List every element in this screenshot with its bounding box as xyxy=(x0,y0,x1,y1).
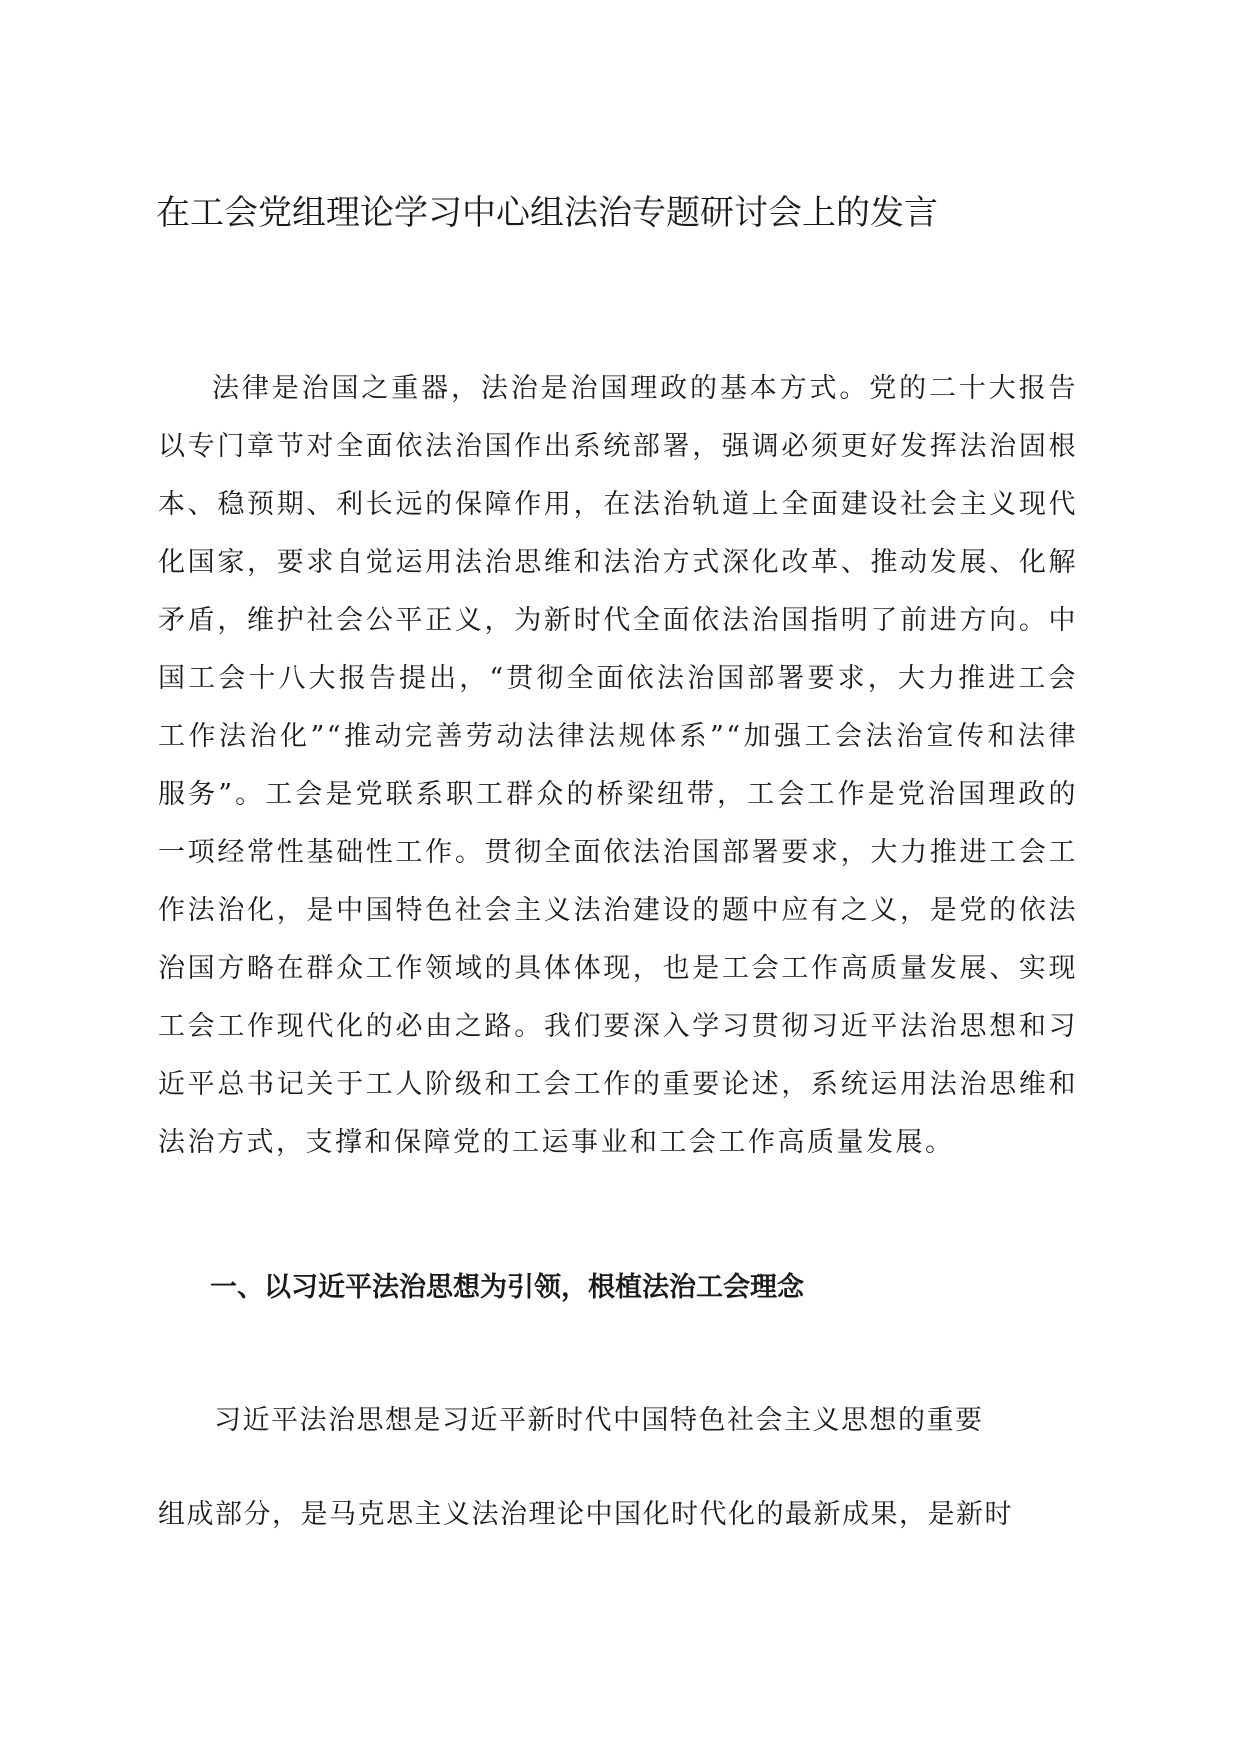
section-paragraph-line: 组成部分，是马克思主义法治理论中国化时代化的最新成果，是新时 xyxy=(158,1499,1013,1530)
section-heading: 一、以习近平法治思想为引领，根植法治工会理念 xyxy=(210,1272,804,1303)
section-paragraph-line: 习近平法治思想是习近平新时代中国特色社会主义思想的重要 xyxy=(214,1405,984,1436)
intro-paragraph: 法律是治国之重器，法治是治国理政的基本方式。党的二十大报告以专门章节对全面依法治国作出系统部署，强调必须更好发挥法治固根本、稳预期、利长远的保障作用，在法治轨道上全面建设社会主义现代化国家，要求自觉运用法治思维和法治方式深化改革、推动发展、化解矛盾，维护社会公平正义，为新时代全面依法治国指明了前进方向。中国工会十八大报告提出，“贯彻全面依法治国部署要求，大力推进工会工作法治化”“推动完善劳动法律法规体系”“加强工会法治宣传和法律服务”。工会是党联系职工群众的桥梁纽带，工会工作是党治国理政的一项经常性基础性工作。贯彻全面依法治国部署要求，大力推进工会工作法治化，是中国特色社会主义法治建设的题中应有之义，是党的依法治国方略在群众工作领域的具体体现，也是工会工作高质量发展、实现工会工作现代化的必由之路。我们要深入学习贯彻习近平法治思想和习近平总书记关于工人阶级和工会工作的重要论述，系统运用法治思维和法治方式，支撑和保障党的工运事业和工会工作高质量发展。 xyxy=(158,373,1078,1158)
document-title: 在工会党组理论学习中心组法治专题研讨会上的发言 xyxy=(156,193,938,233)
